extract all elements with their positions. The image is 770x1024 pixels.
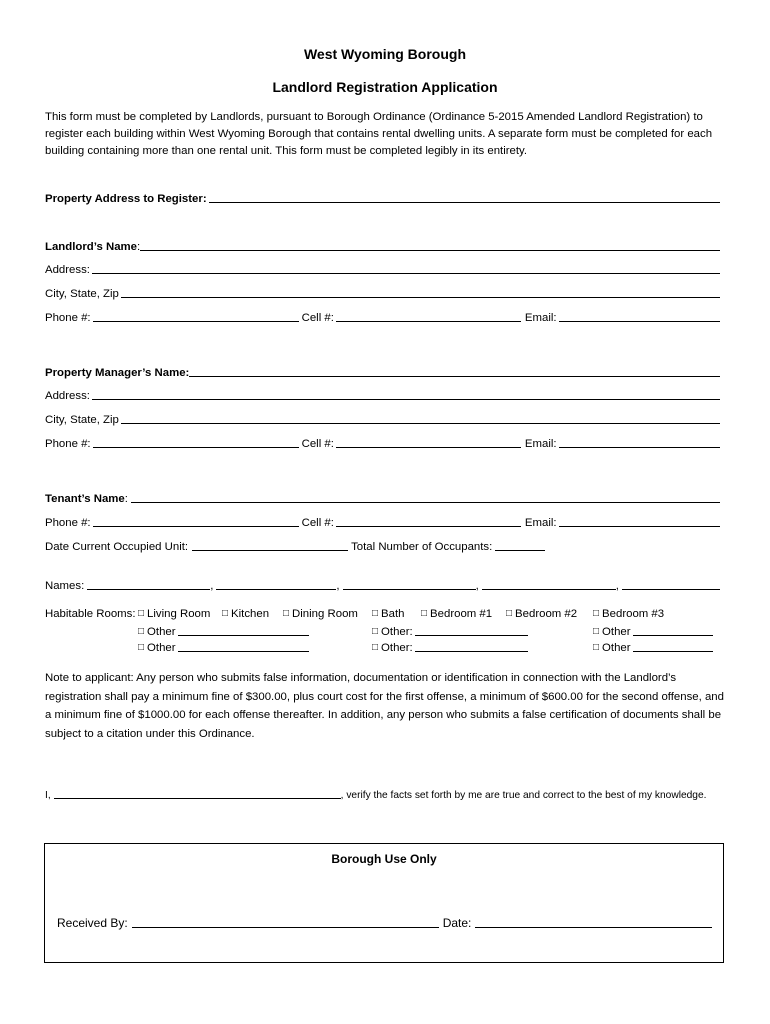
- room-bath[interactable]: [372, 608, 404, 620]
- tenant-email-label: Email:: [524, 517, 557, 529]
- property-address-row: [45, 189, 720, 205]
- verification-row: [45, 785, 720, 801]
- landlord-phone-label: Phone #:: [45, 312, 91, 324]
- manager-email-label: Email:: [524, 438, 557, 450]
- comma: ,: [210, 580, 214, 592]
- checkbox-icon[interactable]: □: [593, 642, 600, 653]
- landlord-phone-row: [45, 308, 720, 324]
- landlord-email-label: Email:: [524, 312, 557, 324]
- borough-use-title: Borough Use Only: [331, 852, 437, 866]
- room-label: Other: [602, 642, 631, 654]
- room-dining-room[interactable]: [283, 608, 358, 620]
- room-other-3[interactable]: [593, 624, 713, 638]
- tenant-name-field[interactable]: [131, 490, 720, 503]
- room-label: Other: [147, 626, 176, 638]
- tenant-phone-label: Phone #:: [45, 517, 91, 529]
- checkbox-icon[interactable]: □: [138, 608, 145, 619]
- checkbox-icon[interactable]: □: [593, 626, 600, 637]
- checkbox-icon[interactable]: □: [593, 608, 600, 619]
- tenant-date-label: Date Current Occupied Unit:: [45, 541, 189, 553]
- tenant-date-row: [45, 537, 720, 553]
- checkbox-icon[interactable]: □: [421, 608, 428, 619]
- landlord-city-row: [45, 284, 720, 300]
- room-label: Other: [602, 626, 631, 638]
- landlord-cell-field[interactable]: [336, 309, 521, 322]
- verify-prefix: I,: [45, 790, 51, 801]
- manager-cell-field[interactable]: [336, 435, 521, 448]
- habitable-rooms-label: Habitable Rooms:: [45, 608, 136, 620]
- room-other-5[interactable]: [372, 640, 528, 654]
- tenant-names-label: Names:: [45, 580, 85, 592]
- landlord-address-row: [45, 260, 720, 276]
- room-other-2[interactable]: [372, 624, 528, 638]
- room-label: Bedroom #1: [430, 608, 493, 620]
- manager-cell-label: Cell #:: [301, 438, 334, 450]
- tenant-name-colon: :: [124, 493, 128, 505]
- tenant-name-row: [45, 489, 720, 505]
- room-living-room[interactable]: [138, 608, 210, 620]
- tenant-names-row: [45, 576, 720, 592]
- checkbox-icon[interactable]: □: [222, 608, 229, 619]
- checkbox-icon[interactable]: □: [372, 608, 379, 619]
- tenant-cell-label: Cell #:: [301, 517, 334, 529]
- tenant-name-field-4[interactable]: [482, 577, 616, 590]
- checkbox-icon[interactable]: □: [372, 626, 379, 637]
- manager-phone-field[interactable]: [93, 435, 299, 448]
- checkbox-icon[interactable]: □: [506, 608, 513, 619]
- tenant-phone-row: [45, 513, 720, 529]
- verify-suffix: , verify the facts set forth by me are true and correct to the best of my knowledge.: [340, 790, 707, 801]
- verify-name-field[interactable]: [54, 786, 341, 799]
- borough-name: West Wyoming Borough: [303, 46, 467, 62]
- manager-address-field[interactable]: [92, 387, 720, 400]
- tenant-phone-field[interactable]: [93, 514, 299, 527]
- intro-paragraph: This form must be completed by Landlords, pursuant to Borough Ordinance (Ordinance 5-2015 Amended Landlord Registration) to register each building within West Wyoming Borough that contains rental dwelling units. A separate form must be completed for each building containing more than one rental unit. This form must be completed legibly in its entirety.: [45, 111, 713, 157]
- tenant-occupants-label: Total Number of Occupants:: [351, 541, 493, 553]
- landlord-address-field[interactable]: [92, 261, 720, 274]
- landlord-name-label: Landlord’s Name: [45, 241, 137, 253]
- room-label: Kitchen: [231, 608, 270, 620]
- checkbox-icon[interactable]: □: [138, 642, 145, 653]
- room-label: Bedroom #2: [515, 608, 578, 620]
- landlord-email-field[interactable]: [559, 309, 720, 322]
- date-label: Date:: [442, 916, 472, 930]
- room-other-field[interactable]: [415, 624, 528, 636]
- room-bedroom-2[interactable]: [506, 608, 577, 620]
- room-label: Living Room: [147, 608, 211, 620]
- comma: ,: [475, 580, 479, 592]
- room-other-4[interactable]: [138, 640, 309, 654]
- tenant-name-field-5[interactable]: [622, 577, 720, 590]
- tenant-occupants-field[interactable]: [495, 538, 545, 551]
- landlord-name-row: [45, 237, 720, 253]
- room-label: Bath: [381, 608, 405, 620]
- room-other-field[interactable]: [178, 624, 309, 636]
- room-other-field[interactable]: [633, 640, 713, 652]
- manager-phone-row: [45, 434, 720, 450]
- room-other-6[interactable]: [593, 640, 713, 654]
- room-other-field[interactable]: [633, 624, 713, 636]
- room-bedroom-3[interactable]: [593, 608, 664, 620]
- tenant-cell-field[interactable]: [336, 514, 521, 527]
- room-other-field[interactable]: [178, 640, 309, 652]
- landlord-city-field[interactable]: [121, 285, 720, 298]
- tenant-name-field-3[interactable]: [343, 577, 476, 590]
- tenant-name-label: Tenant’s Name: [45, 493, 125, 505]
- date-field[interactable]: [475, 915, 712, 928]
- room-kitchen[interactable]: [222, 608, 269, 620]
- comma: ,: [336, 580, 340, 592]
- note-to-applicant: Note to applicant: Any person who submits false information, documentation or identification in connection with the Landlord’s registration shall pay a minimum fine of $300.00, plus court cost for the first offense, a minimum of $600.00 for the second offense, and a minimum fine of $1000.00 for each offense thereafter. In addition, any person who submits a false certification of documents shall be subject to a citation under this Ordinance.: [45, 672, 724, 740]
- tenant-name-field-2[interactable]: [216, 577, 336, 590]
- comma: ,: [615, 580, 619, 592]
- landlord-address-label: Address:: [45, 264, 90, 276]
- landlord-phone-field[interactable]: [93, 309, 299, 322]
- received-by-field[interactable]: [132, 915, 439, 928]
- room-label: Bedroom #3: [602, 608, 665, 620]
- manager-name-row: [45, 363, 720, 379]
- form-title: Landlord Registration Application: [272, 79, 498, 95]
- received-by-label: Received By:: [57, 916, 128, 930]
- checkbox-icon[interactable]: □: [283, 608, 290, 619]
- landlord-name-field[interactable]: [140, 238, 720, 251]
- manager-address-row: [45, 386, 720, 402]
- tenant-email-field[interactable]: [559, 514, 720, 527]
- landlord-city-label: City, State, Zip: [45, 288, 119, 300]
- tenant-name-field-1[interactable]: [87, 577, 210, 590]
- manager-city-label: City, State, Zip: [45, 414, 119, 426]
- manager-city-field[interactable]: [121, 411, 720, 424]
- manager-email-field[interactable]: [559, 435, 720, 448]
- checkbox-icon[interactable]: □: [372, 642, 379, 653]
- manager-name-label: Property Manager’s Name:: [45, 367, 190, 379]
- tenant-date-field[interactable]: [192, 538, 348, 551]
- room-label: Other:: [381, 626, 413, 638]
- manager-address-label: Address:: [45, 390, 90, 402]
- manager-city-row: [45, 410, 720, 426]
- manager-name-field[interactable]: [189, 364, 720, 377]
- room-label: Other: [147, 642, 176, 654]
- landlord-cell-label: Cell #:: [301, 312, 334, 324]
- property-address-field[interactable]: [209, 190, 720, 203]
- received-row: [57, 914, 712, 930]
- room-label: Other:: [381, 642, 413, 654]
- room-bedroom-1[interactable]: [421, 608, 492, 620]
- room-other-field[interactable]: [415, 640, 528, 652]
- manager-phone-label: Phone #:: [45, 438, 91, 450]
- property-address-label: Property Address to Register:: [45, 193, 207, 205]
- landlord-name-colon: :: [137, 241, 141, 253]
- room-label: Dining Room: [292, 608, 358, 620]
- room-other-1[interactable]: [138, 624, 309, 638]
- checkbox-icon[interactable]: □: [138, 626, 145, 637]
